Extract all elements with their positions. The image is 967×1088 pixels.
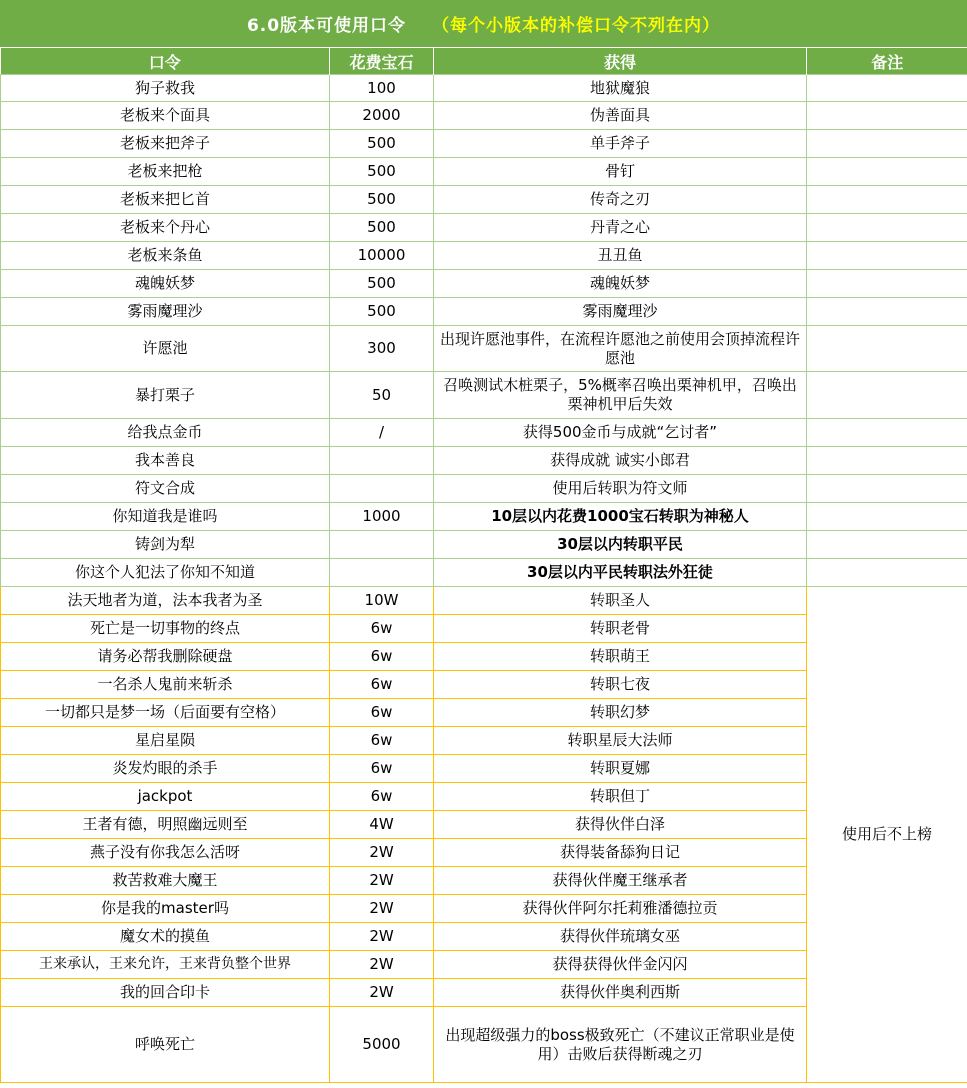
gain-cell: 地狱魔狼	[434, 75, 807, 102]
cost-cell: 2W	[330, 867, 434, 895]
command-cell: 给我点金币	[1, 419, 330, 447]
table-row	[1, 475, 967, 503]
cost-cell: 6w	[330, 615, 434, 643]
note-cell	[807, 102, 967, 130]
gain-cell: 获得获得伙伴金闪闪	[434, 951, 807, 979]
gain-cell: 使用后转职为符文师	[434, 475, 807, 503]
cost-cell: 100	[330, 75, 434, 102]
command-cell: 铸剑为犁	[1, 531, 330, 559]
cost-cell: 300	[330, 326, 434, 372]
gain-cell: 30层以内转职平民	[434, 531, 807, 559]
gain-cell: 获得伙伴琉璃女巫	[434, 923, 807, 951]
command-cell: 你知道我是谁吗	[1, 503, 330, 531]
command-cell: 老板来把斧子	[1, 130, 330, 158]
note-cell	[807, 326, 967, 372]
header-note: 备注	[807, 48, 967, 75]
command-cell: 星启星陨	[1, 727, 330, 755]
cost-cell: 500	[330, 214, 434, 242]
gain-cell: 转职幻梦	[434, 699, 807, 727]
note-cell	[807, 372, 967, 419]
cost-cell: 10W	[330, 587, 434, 615]
note-cell	[807, 475, 967, 503]
cost-cell: /	[330, 419, 434, 447]
title-note: （每个小版本的补偿口令不列在内）	[432, 16, 721, 36]
cost-cell: 2W	[330, 839, 434, 867]
command-cell: 请务必帮我删除硬盘	[1, 643, 330, 671]
note-cell	[807, 298, 967, 326]
gain-cell: 转职老骨	[434, 615, 807, 643]
table-row	[1, 531, 967, 559]
table-row	[1, 372, 967, 419]
command-cell: 魔女术的摸鱼	[1, 923, 330, 951]
table-row	[1, 130, 967, 158]
gain-cell: 转职夏娜	[434, 755, 807, 783]
gain-cell: 转职圣人	[434, 587, 807, 615]
no-leaderboard-note: 使用后不上榜	[807, 587, 967, 1083]
table-row	[1, 559, 967, 587]
gain-cell: 转职星辰大法师	[434, 727, 807, 755]
table-row	[1, 298, 967, 326]
command-cell: 我本善良	[1, 447, 330, 475]
gain-cell: 伪善面具	[434, 102, 807, 130]
table-row	[1, 503, 967, 531]
command-cell: 你是我的master吗	[1, 895, 330, 923]
table-row	[1, 158, 967, 186]
command-cell: 王来承认，王来允许，王来背负整个世界	[1, 951, 330, 979]
cost-cell	[330, 531, 434, 559]
header-gain: 获得	[434, 48, 807, 75]
cost-cell: 6w	[330, 727, 434, 755]
header-row	[1, 48, 967, 75]
table-row	[1, 270, 967, 298]
gain-cell: 召唤测试木桩栗子，5%概率召唤出栗神机甲，召唤出栗神机甲后失效	[434, 372, 807, 419]
gain-cell: 出现许愿池事件，在流程许愿池之前使用会顶掉流程许愿池	[434, 326, 807, 372]
command-cell: 一切都只是梦一场（后面要有空格）	[1, 699, 330, 727]
cost-cell: 500	[330, 186, 434, 214]
cost-cell: 2W	[330, 895, 434, 923]
cost-cell: 2W	[330, 923, 434, 951]
command-cell: 老板来把枪	[1, 158, 330, 186]
command-cell: jackpot	[1, 783, 330, 811]
cost-cell: 4W	[330, 811, 434, 839]
table-row	[1, 186, 967, 214]
cost-cell	[330, 475, 434, 503]
cost-cell: 500	[330, 270, 434, 298]
gain-cell: 获得伙伴白泽	[434, 811, 807, 839]
command-cell: 暴打栗子	[1, 372, 330, 419]
command-cell: 法天地者为道，法本我者为圣	[1, 587, 330, 615]
note-cell	[807, 503, 967, 531]
table-row	[1, 419, 967, 447]
cost-cell: 500	[330, 298, 434, 326]
note-cell	[807, 158, 967, 186]
gain-cell: 30层以内平民转职法外狂徒	[434, 559, 807, 587]
gain-cell: 雾雨魔理沙	[434, 298, 807, 326]
command-cell: 许愿池	[1, 326, 330, 372]
gain-cell: 传奇之刃	[434, 186, 807, 214]
command-cell: 炎发灼眼的杀手	[1, 755, 330, 783]
note-cell	[807, 130, 967, 158]
command-cell: 狗子救我	[1, 75, 330, 102]
cost-cell: 1000	[330, 503, 434, 531]
command-cell: 符文合成	[1, 475, 330, 503]
gain-cell: 10层以内花费1000宝石转职为神秘人	[434, 503, 807, 531]
gain-cell: 出现超级强力的boss极致死亡（不建议正常职业是使用）击败后获得断魂之刃	[434, 1007, 807, 1083]
gain-cell: 转职但丁	[434, 783, 807, 811]
command-cell: 老板来个面具	[1, 102, 330, 130]
cost-cell: 6w	[330, 783, 434, 811]
gain-cell: 获得500金币与成就“乞讨者”	[434, 419, 807, 447]
command-cell: 王者有德，明照幽远则至	[1, 811, 330, 839]
command-cell: 老板来个丹心	[1, 214, 330, 242]
note-cell	[807, 559, 967, 587]
gain-cell: 骨钉	[434, 158, 807, 186]
command-cell: 雾雨魔理沙	[1, 298, 330, 326]
cost-cell: 2W	[330, 951, 434, 979]
gain-cell: 丑丑鱼	[434, 242, 807, 270]
table-row	[1, 447, 967, 475]
note-cell	[807, 186, 967, 214]
command-cell: 我的回合印卡	[1, 979, 330, 1007]
cost-cell: 6w	[330, 699, 434, 727]
command-cell: 你这个人犯法了你知不知道	[1, 559, 330, 587]
header-command: 口令	[1, 48, 330, 75]
title-main: 6.0版本可使用口令	[246, 16, 407, 36]
cost-cell	[330, 447, 434, 475]
command-cell: 燕子没有你我怎么活呀	[1, 839, 330, 867]
cost-cell	[330, 559, 434, 587]
gain-cell: 获得伙伴阿尔托莉雅潘德拉贡	[434, 895, 807, 923]
table-row	[1, 326, 967, 372]
gain-cell: 获得伙伴魔王继承者	[434, 867, 807, 895]
cost-cell: 6w	[330, 671, 434, 699]
command-cell: 死亡是一切事物的终点	[1, 615, 330, 643]
note-cell	[807, 531, 967, 559]
table-row	[1, 102, 967, 130]
header-cost: 花费宝石	[330, 48, 434, 75]
gain-cell: 获得装备舔狗日记	[434, 839, 807, 867]
gain-cell: 获得伙伴奥利西斯	[434, 979, 807, 1007]
cost-cell: 500	[330, 158, 434, 186]
cost-cell: 5000	[330, 1007, 434, 1083]
command-cell: 一名杀人鬼前来斩杀	[1, 671, 330, 699]
cost-cell: 2W	[330, 979, 434, 1007]
cost-cell: 10000	[330, 242, 434, 270]
command-cell: 救苦救难大魔王	[1, 867, 330, 895]
table-row	[1, 242, 967, 270]
command-cell: 老板来把匕首	[1, 186, 330, 214]
cost-cell: 6w	[330, 643, 434, 671]
command-table	[0, 48, 967, 1083]
table-row	[1, 214, 967, 242]
table-row	[1, 75, 967, 102]
gain-cell: 转职七夜	[434, 671, 807, 699]
gain-cell: 魂魄妖梦	[434, 270, 807, 298]
cost-cell: 2000	[330, 102, 434, 130]
gain-cell: 获得成就 诚实小郎君	[434, 447, 807, 475]
note-cell	[807, 419, 967, 447]
note-cell	[807, 447, 967, 475]
title-bar	[0, 0, 967, 48]
cost-cell: 50	[330, 372, 434, 419]
note-cell	[807, 270, 967, 298]
command-cell: 呼唤死亡	[1, 1007, 330, 1083]
note-cell	[807, 214, 967, 242]
cost-cell: 6w	[330, 755, 434, 783]
command-cell: 魂魄妖梦	[1, 270, 330, 298]
note-cell	[807, 75, 967, 102]
table-row	[1, 587, 967, 615]
command-cell: 老板来条鱼	[1, 242, 330, 270]
gain-cell: 丹青之心	[434, 214, 807, 242]
cost-cell: 500	[330, 130, 434, 158]
gain-cell: 转职萌王	[434, 643, 807, 671]
note-cell	[807, 242, 967, 270]
gain-cell: 单手斧子	[434, 130, 807, 158]
